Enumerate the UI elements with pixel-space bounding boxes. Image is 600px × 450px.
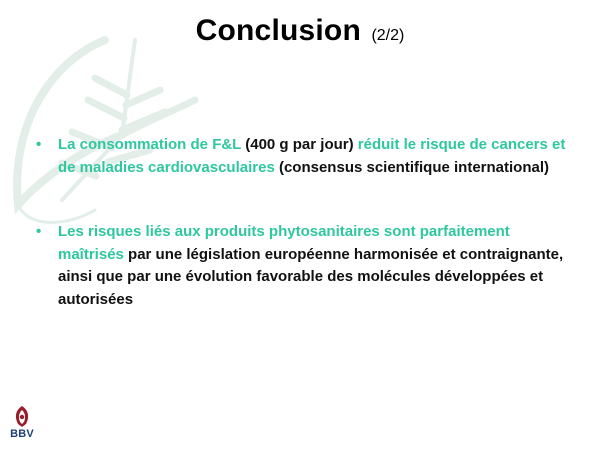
bullet-1-subject: La consommation de F&L: [58, 136, 242, 153]
slide-title: [0, 14, 600, 48]
bullet-2-detail: par une législation européenne harmonisée et contraignante, ainsi que par une évolution favorable des molécules développées et autorisées: [58, 245, 564, 308]
bullet-item-2: [36, 221, 566, 311]
bullet-1-quantity: (400 g par jour): [241, 136, 358, 153]
bullet-dot: •: [36, 136, 42, 153]
bullet-dot: •: [36, 223, 42, 240]
bullet-list: [36, 134, 566, 311]
bullet-item-1: [36, 134, 566, 179]
bullet-1-claim: réduit le risque de cancers et de maladies cardiovasculaires: [58, 136, 566, 176]
logo-text: BBV: [10, 428, 34, 440]
company-logo: [4, 404, 40, 450]
bullet-1-source: (consensus scientifique international): [274, 158, 550, 176]
slide-title-text: Conclusion: [195, 14, 361, 47]
bullet-2-claim: Les risques liés aux produits phytosanitaires sont parfaitement maîtrisés: [58, 223, 510, 263]
slide-title-counter: (2/2): [371, 27, 405, 44]
grape-icon: [4, 404, 40, 428]
